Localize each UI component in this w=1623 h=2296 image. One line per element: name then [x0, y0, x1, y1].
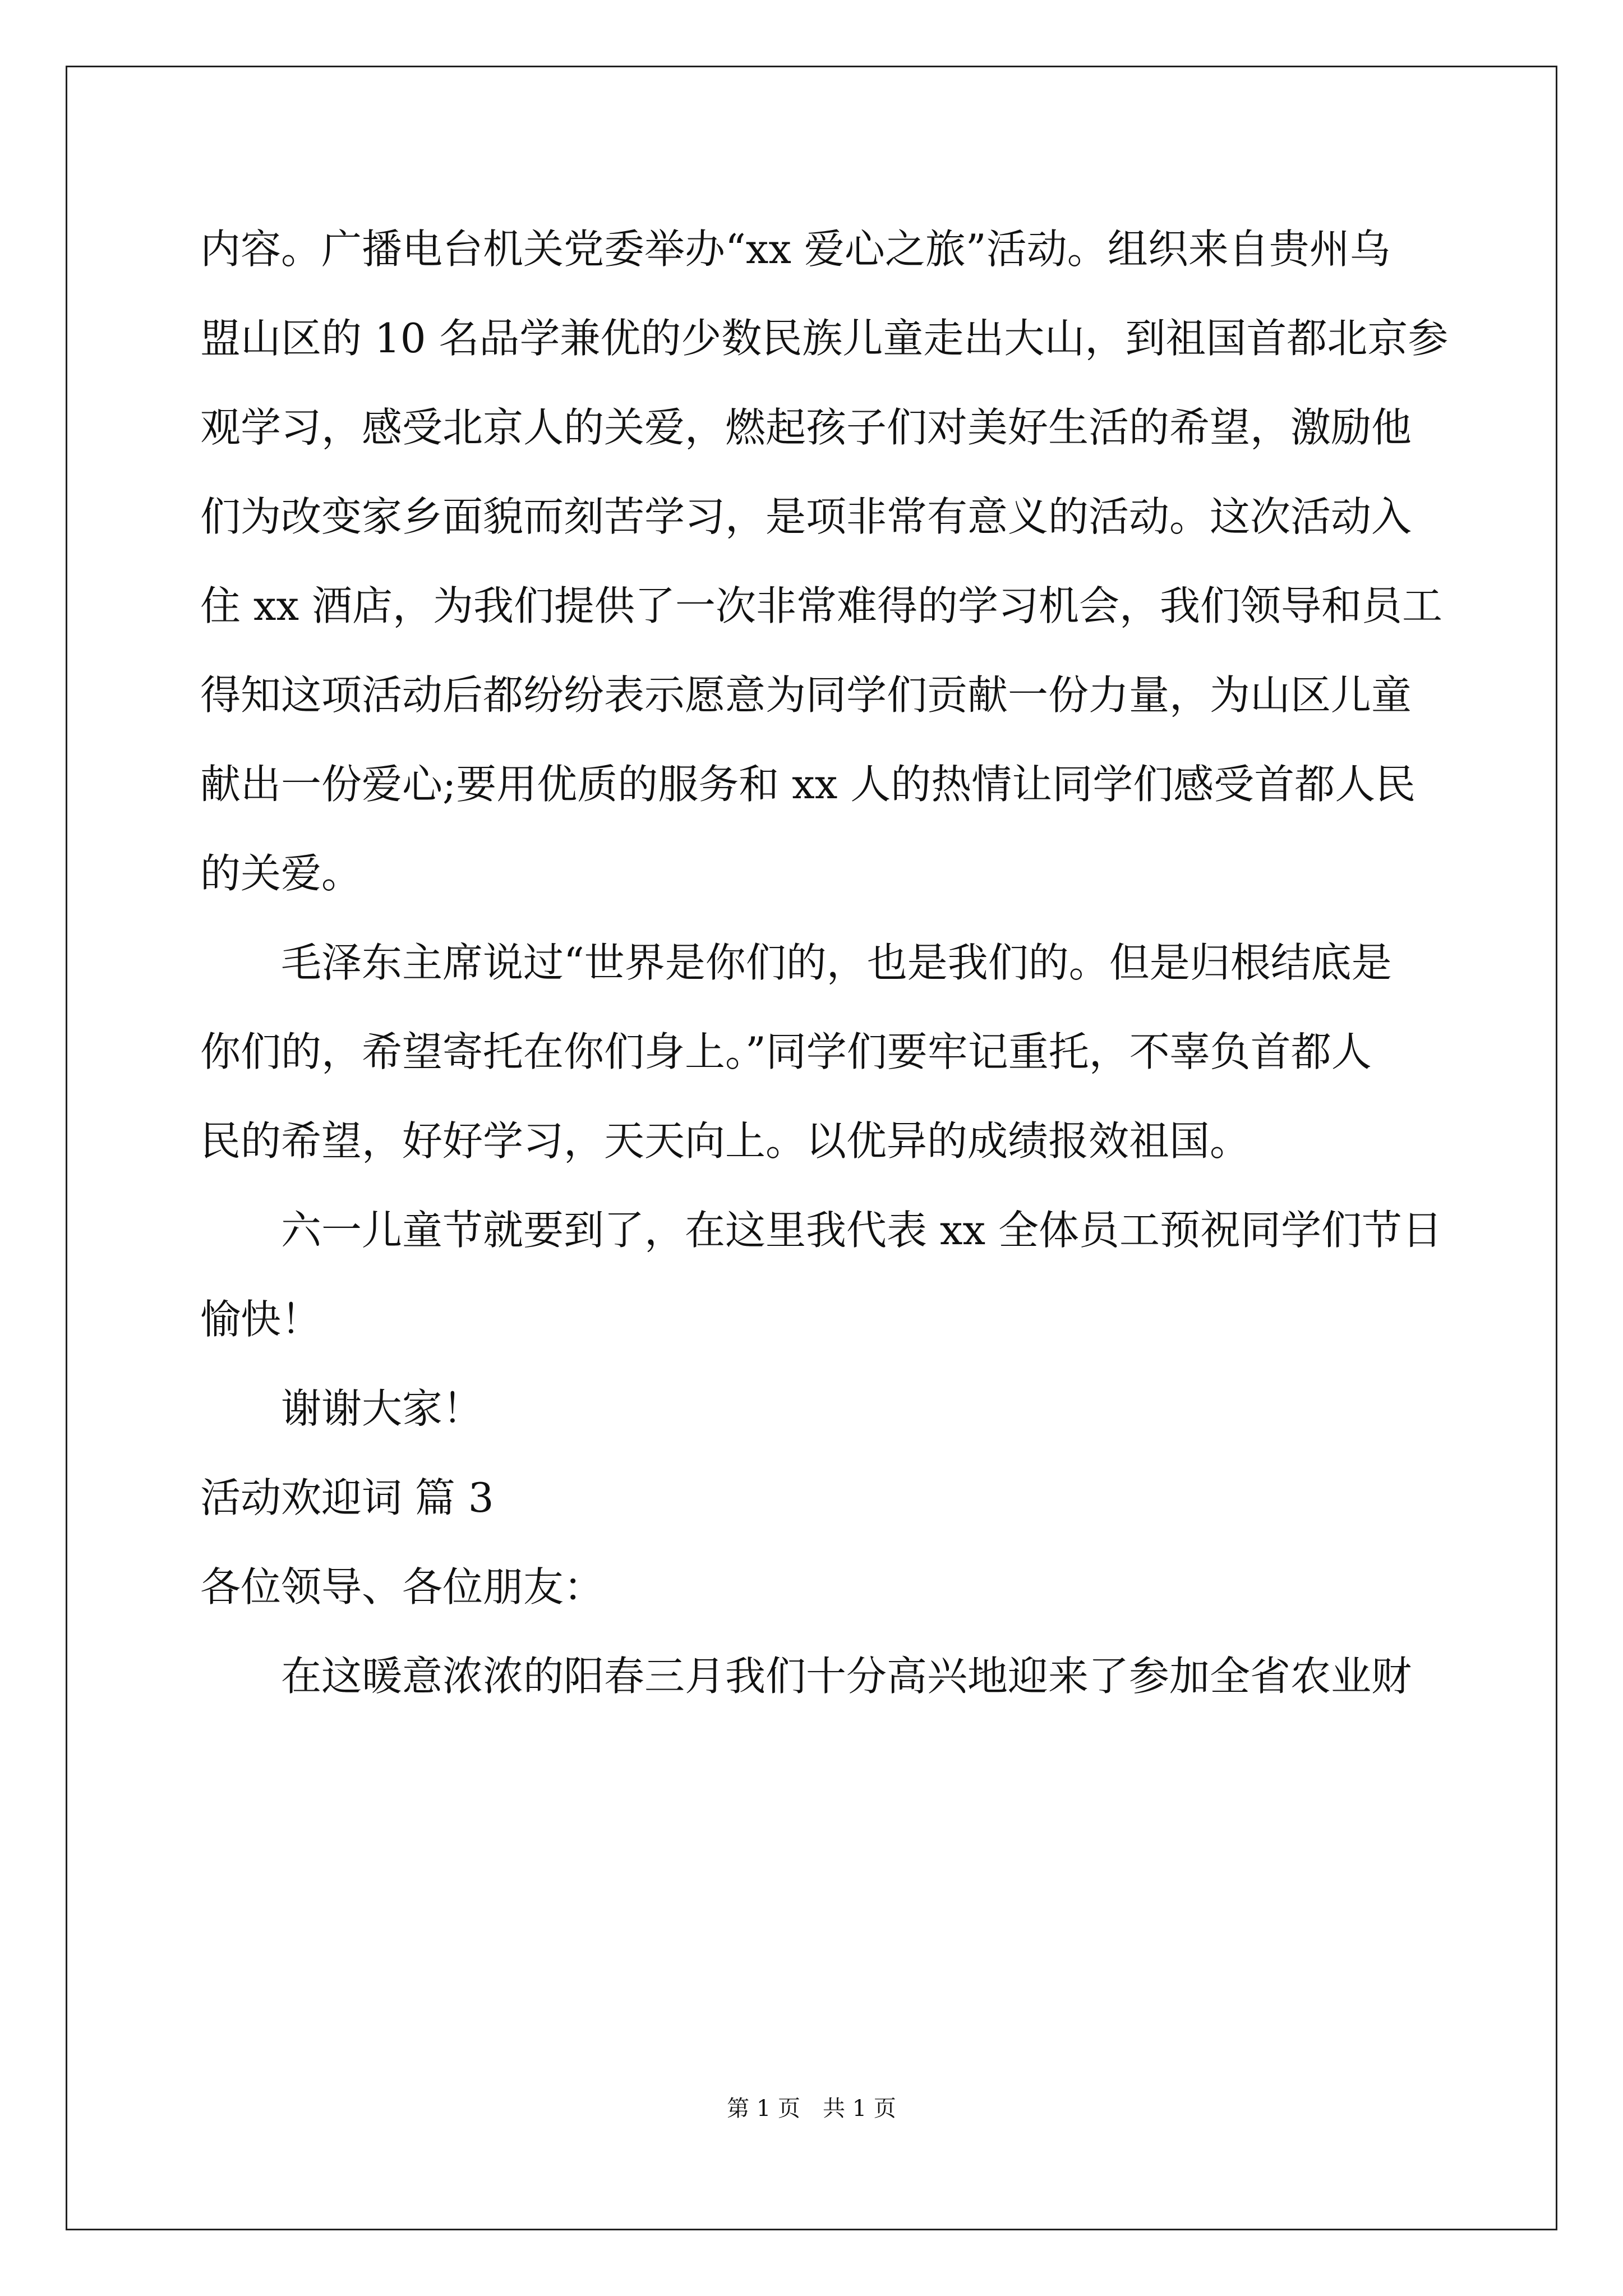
text-line: 们为改变家乡面貌而刻苦学习，是项非常有意义的活动。这次活动入	[200, 493, 1412, 540]
text-line: 的关爱。	[200, 850, 362, 897]
text-line: 盟山区的 10 名品学兼优的少数民族儿童走出大山，到祖国首都北京参	[200, 315, 1449, 362]
text-line: 得知这项活动后都纷纷表示愿意为同学们贡献一份力量，为山区儿童	[200, 671, 1412, 719]
text-line: 愉快！	[200, 1296, 322, 1343]
text-line: 毛泽东主席说过“世界是你们的，也是我们的。但是归根结底是	[281, 939, 1392, 986]
text-line: 谢谢大家！	[281, 1385, 483, 1432]
section-heading: 活动欢迎词 篇 3	[200, 1474, 494, 1521]
text-line: 你们的，希望寄托在你们身上。”同学们要牢记重托，不辜负首都人	[200, 1028, 1372, 1075]
text-line: 住 xx 酒店，为我们提供了一次非常难得的学习机会，我们领导和员工	[200, 582, 1442, 629]
text-line: 民的希望，好好学习，天天向上。以优异的成绩报效祖国。	[200, 1117, 1251, 1165]
text-line: 内容。广播电台机关党委举办“xx 爱心之旅”活动。组织来自贵州乌	[200, 226, 1390, 273]
text-line: 观学习，感受北京人的关爱，燃起孩子们对美好生活的希望，激励他	[200, 404, 1412, 451]
text-line: 献出一份爱心;要用优质的服务和 xx 人的热情让同学们感受首都人民	[200, 761, 1416, 808]
text-line: 六一儿童节就要到了，在这里我代表 xx 全体员工预祝同学们节日	[281, 1207, 1442, 1254]
salutation: 各位领导、各位朋友：	[200, 1563, 605, 1611]
page-footer: 第 1 页 共 1 页	[727, 2096, 896, 2122]
text-line: 在这暖意浓浓的阳春三月我们十分高兴地迎来了参加全省农业财	[281, 1653, 1412, 1700]
